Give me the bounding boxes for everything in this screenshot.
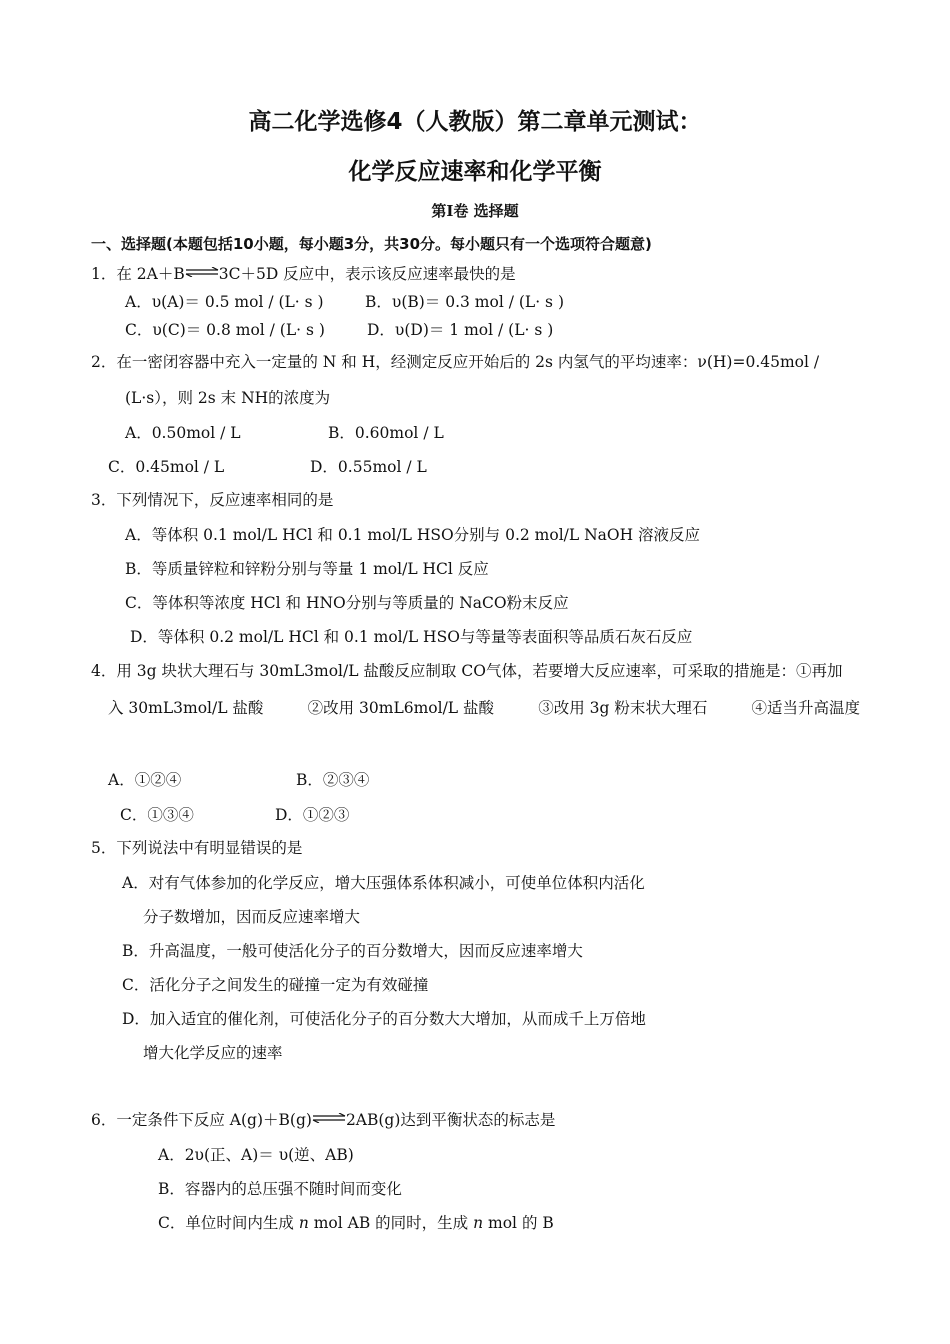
question-4-stem: [91, 661, 842, 681]
q1-stem-pre: 1．在 2A＋B: [91, 265, 185, 283]
question-4-measures: [108, 698, 860, 718]
q4-option-c: C．①③④: [120, 806, 194, 824]
question-2-stem: [91, 352, 819, 372]
q3-d-text: SO: [436, 628, 460, 646]
q6-text: 6．一定条件下反应 A: [91, 1111, 241, 1129]
q4-option-d: D．①②③: [275, 806, 350, 824]
q4-text-a: 4．用 3g 块状大理石与 30mL3mol/L 盐酸反应制取 CO: [91, 662, 486, 680]
q1-option-d: D．υ(D)＝ 1 mol / (L· s ): [367, 321, 554, 339]
part-label: 第Ⅰ卷 选择题: [431, 202, 519, 220]
page-title: 高二化学选修4（人教版）第二章单元测试：: [248, 109, 702, 135]
q6-option-c: [158, 1213, 554, 1233]
q2-text-a: 2．在一密闭容器中充入一定量的 N: [91, 353, 337, 371]
q4-text-b: 气体，若要增大反应速率，可采取的措施是：①再加: [485, 662, 843, 680]
q3-option-c: [125, 593, 569, 613]
question-3-stem: 3．下列情况下，反应速率相同的是: [91, 491, 334, 509]
q3-a-text: SO: [430, 526, 454, 544]
q5-option-a: A．对有气体参加的化学反应，增大压强体系体积减小，可使单位体积内活化: [122, 874, 645, 892]
q5-option-a-cont: 分子数增加，因而反应速率增大: [143, 908, 361, 926]
q5-option-c: C．活化分子之间发生的碰撞一定为有效碰撞: [122, 976, 429, 994]
q6-c-text: C．单位时间内生成: [158, 1214, 294, 1232]
q2-option-d: D．0.55mol / L: [310, 458, 427, 476]
equilibrium-arrow-icon: [312, 1113, 346, 1123]
question-2-stem-cont: [125, 388, 330, 408]
q4-measure-1: 入 30mL3mol/L 盐酸: [108, 699, 264, 717]
q3-option-a: [125, 525, 700, 545]
q6-c-text: mol 的 B: [488, 1214, 554, 1232]
q5-option-b: B．升高温度，一般可使活化分子的百分数增大，因而反应速率增大: [122, 942, 583, 960]
q5-option-d-cont: 增大化学反应的速率: [143, 1044, 283, 1062]
question-6-stem: [91, 1110, 555, 1130]
q6-c-var: n: [298, 1214, 309, 1232]
q3-c-text: 粉末反应: [506, 594, 569, 612]
q2-text-d: )=0.45mol /: [726, 353, 820, 371]
q3-a-text: 分别与 0.2 mol/L NaOH 溶液反应: [453, 526, 701, 544]
q2-text-c: ，经测定反应开始后的 2s 内氢气的平均速率：ν(H: [375, 353, 727, 371]
q2-text-b: 和 H: [341, 353, 376, 371]
q6-option-a: [158, 1145, 354, 1165]
q3-d-text: D．等体积 0.2 mol/L HCl 和 0.1 mol/L H: [130, 628, 437, 646]
question-1-stem: [91, 264, 516, 284]
q2-option-a: A．0.50mol / L: [125, 424, 241, 442]
page-subtitle: 化学反应速率和化学平衡: [348, 159, 602, 185]
q2-option-b: B．0.60mol / L: [328, 424, 444, 442]
q1-option-b: B．υ(B)＝ 0.3 mol / (L· s ): [365, 293, 564, 311]
q3-option-d: [130, 627, 692, 647]
q4-measure-2: ②改用 30mL6mol/L 盐酸: [307, 699, 495, 717]
equilibrium-arrow-icon: [185, 267, 219, 277]
q6-a-text: A．2υ(正、A: [158, 1146, 253, 1164]
q3-option-b: B．等质量锌粒和锌粉分别与等量 1 mol/L HCl 反应: [125, 560, 489, 578]
q1-stem-post: 3C＋5D 反应中，表示该反应速率最快的是: [218, 265, 516, 283]
question-5-stem: 5．下列说法中有明显错误的是: [91, 839, 303, 857]
q1-option-a: A．υ(A)＝ 0.5 mol / (L· s ): [125, 293, 324, 311]
q3-a-text: A．等体积 0.1 mol/L HCl 和 0.1 mol/L H: [125, 526, 431, 544]
q6-c-text: mol AB 的同时，生成: [313, 1214, 469, 1232]
q6-a-text: )＝ υ(逆、AB): [252, 1146, 354, 1164]
q6-text: 2AB(g)达到平衡状态的标志是: [345, 1111, 556, 1129]
q4-option-a: A．①②④: [108, 771, 182, 789]
q2-text-f: 的浓度为: [268, 389, 331, 407]
q6-c-var: n: [473, 1214, 484, 1232]
q4-measure-3: ③改用 3g 粉末状大理石: [538, 699, 708, 717]
q4-measure-4: ④适当升高温度: [751, 699, 860, 717]
q3-c-text: C．等体积等浓度 HCl 和 HNO: [125, 594, 346, 612]
q4-option-b: B．②③④: [296, 771, 370, 789]
q2-option-c: C．0.45mol / L: [108, 458, 225, 476]
q3-d-text: 与等量等表面积等品质石灰石反应: [459, 628, 693, 646]
q3-c-text: CO: [482, 594, 507, 612]
q2-text-e: (L·s），则 2s 末 NH: [125, 389, 269, 407]
q5-option-d: D．加入适宜的催化剂，可使活化分子的百分数大大增加，从而成千上万倍地: [122, 1010, 646, 1028]
q6-text: (g): [289, 1111, 312, 1129]
q6-text: (g)＋B: [240, 1111, 290, 1129]
q1-option-c: C．υ(C)＝ 0.8 mol / (L· s ): [125, 321, 325, 339]
section-heading: 一、选择题(本题包括10小题，每小题3分，共30分。每小题只有一个选项符合题意): [91, 235, 652, 253]
q3-c-text: 分别与等质量的 Na: [345, 594, 482, 612]
q6-option-b: B．容器内的总压强不随时间而变化: [158, 1180, 402, 1198]
